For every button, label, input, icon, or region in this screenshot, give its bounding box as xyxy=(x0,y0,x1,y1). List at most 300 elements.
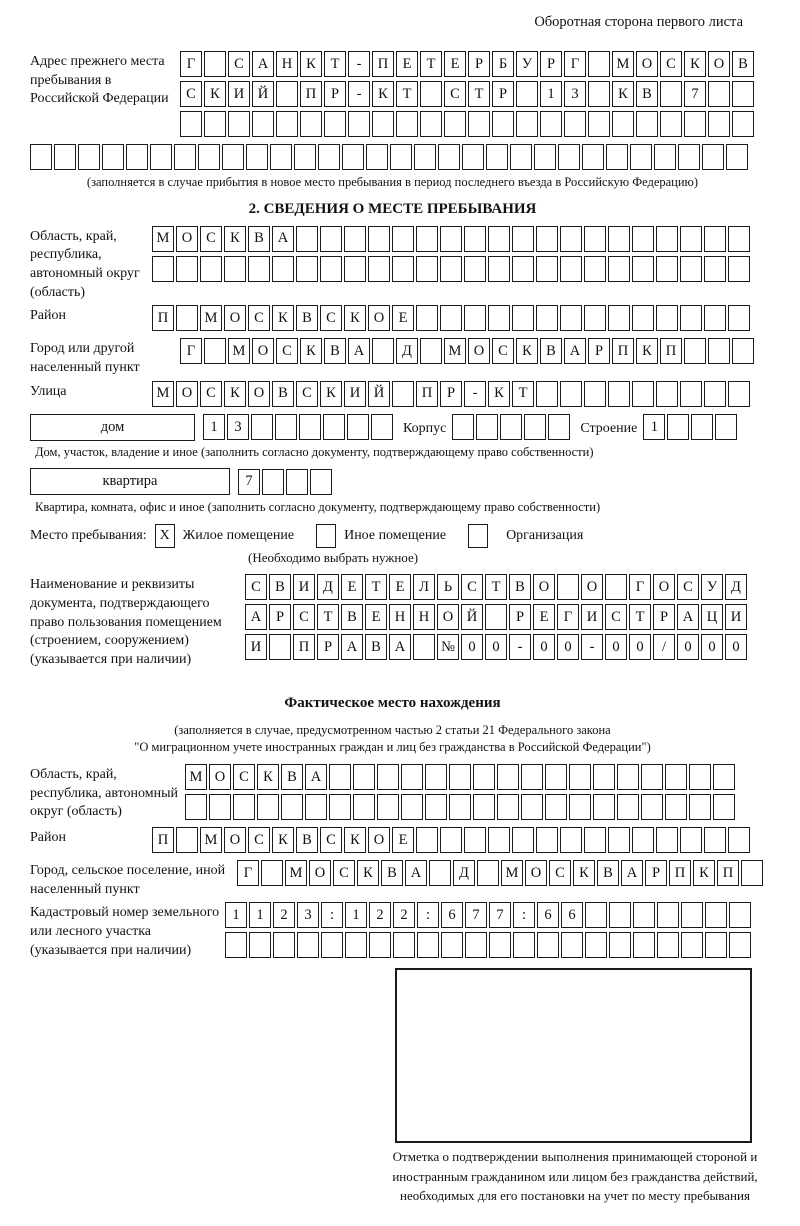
char-box[interactable] xyxy=(276,81,298,107)
char-box[interactable] xyxy=(678,144,700,170)
char-box[interactable] xyxy=(462,144,484,170)
char-box[interactable]: П xyxy=(669,860,691,886)
char-box[interactable] xyxy=(593,764,615,790)
char-box[interactable]: Р xyxy=(492,81,514,107)
char-box[interactable] xyxy=(449,764,471,790)
char-box[interactable] xyxy=(536,305,558,331)
char-box[interactable]: А xyxy=(252,51,274,77)
char-box[interactable]: К xyxy=(612,81,634,107)
char-box[interactable] xyxy=(665,764,687,790)
char-box[interactable]: С xyxy=(461,574,483,600)
char-box[interactable]: Т xyxy=(468,81,490,107)
char-box[interactable]: Т xyxy=(317,604,339,630)
char-box[interactable] xyxy=(680,226,702,252)
char-box[interactable]: П xyxy=(717,860,739,886)
char-box[interactable] xyxy=(609,902,631,928)
char-box[interactable]: И xyxy=(581,604,603,630)
char-box[interactable]: С xyxy=(333,860,355,886)
char-box[interactable]: Р xyxy=(468,51,490,77)
char-box[interactable]: 0 xyxy=(485,634,507,660)
char-box[interactable]: В xyxy=(281,764,303,790)
char-box[interactable] xyxy=(257,794,279,820)
char-box[interactable]: В xyxy=(540,338,562,364)
char-box[interactable] xyxy=(180,111,202,137)
char-box[interactable]: М xyxy=(285,860,307,886)
char-box[interactable] xyxy=(294,144,316,170)
char-box[interactable]: Н xyxy=(276,51,298,77)
char-box[interactable] xyxy=(608,381,630,407)
char-box[interactable]: Р xyxy=(645,860,667,886)
char-box[interactable] xyxy=(609,932,631,958)
char-box[interactable]: 0 xyxy=(701,634,723,660)
char-box[interactable] xyxy=(705,902,727,928)
char-box[interactable]: М xyxy=(185,764,207,790)
char-box[interactable] xyxy=(377,794,399,820)
fact-oblast-row-1[interactable] xyxy=(185,764,755,790)
char-box[interactable]: С xyxy=(233,764,255,790)
char-box[interactable] xyxy=(617,764,639,790)
kvartira-cells[interactable] xyxy=(238,469,332,495)
char-box[interactable]: Д xyxy=(453,860,475,886)
char-box[interactable] xyxy=(560,305,582,331)
char-box[interactable]: Й xyxy=(368,381,390,407)
char-box[interactable]: К xyxy=(224,226,246,252)
char-box[interactable]: С xyxy=(228,51,250,77)
char-box[interactable]: Е xyxy=(392,305,414,331)
char-box[interactable]: А xyxy=(389,634,411,660)
char-box[interactable] xyxy=(324,111,346,137)
char-box[interactable] xyxy=(371,414,393,440)
char-box[interactable]: О xyxy=(533,574,555,600)
char-box[interactable] xyxy=(708,338,730,364)
char-box[interactable]: С xyxy=(248,305,270,331)
char-box[interactable] xyxy=(348,111,370,137)
char-box[interactable]: И xyxy=(293,574,315,600)
char-box[interactable] xyxy=(353,764,375,790)
char-box[interactable] xyxy=(225,932,247,958)
char-box[interactable]: Р xyxy=(324,81,346,107)
char-box[interactable] xyxy=(691,414,713,440)
char-box[interactable]: О xyxy=(209,764,231,790)
char-box[interactable] xyxy=(233,794,255,820)
char-box[interactable] xyxy=(680,256,702,282)
char-box[interactable]: О xyxy=(468,338,490,364)
char-box[interactable]: 0 xyxy=(629,634,651,660)
char-box[interactable] xyxy=(536,256,558,282)
char-box[interactable]: К xyxy=(636,338,658,364)
char-box[interactable]: С xyxy=(677,574,699,600)
char-box[interactable]: М xyxy=(612,51,634,77)
char-box[interactable] xyxy=(726,144,748,170)
char-box[interactable] xyxy=(713,794,735,820)
checkbox-zhiloe[interactable]: X xyxy=(155,524,175,548)
char-box[interactable]: Р xyxy=(540,51,562,77)
char-box[interactable]: В xyxy=(509,574,531,600)
char-box[interactable] xyxy=(657,932,679,958)
char-box[interactable] xyxy=(273,932,295,958)
char-box[interactable] xyxy=(297,932,319,958)
char-box[interactable] xyxy=(224,256,246,282)
fact-oblast-row-2[interactable] xyxy=(185,794,755,820)
char-box[interactable] xyxy=(633,932,655,958)
char-box[interactable]: - xyxy=(581,634,603,660)
char-box[interactable]: Г xyxy=(180,51,202,77)
char-box[interactable] xyxy=(440,305,462,331)
char-box[interactable] xyxy=(488,256,510,282)
char-box[interactable]: Л xyxy=(413,574,435,600)
char-box[interactable] xyxy=(680,381,702,407)
char-box[interactable]: О xyxy=(224,827,246,853)
char-box[interactable]: Т xyxy=(396,81,418,107)
char-box[interactable]: М xyxy=(200,827,222,853)
char-box[interactable] xyxy=(728,827,750,853)
char-box[interactable] xyxy=(665,794,687,820)
fact-rayon-row[interactable] xyxy=(152,827,755,853)
char-box[interactable]: 0 xyxy=(533,634,555,660)
char-box[interactable] xyxy=(488,305,510,331)
char-box[interactable]: К xyxy=(272,827,294,853)
char-box[interactable]: М xyxy=(152,226,174,252)
char-box[interactable] xyxy=(497,764,519,790)
char-box[interactable]: С xyxy=(296,381,318,407)
char-box[interactable] xyxy=(377,764,399,790)
char-box[interactable] xyxy=(477,860,499,886)
char-box[interactable]: П xyxy=(152,305,174,331)
char-box[interactable] xyxy=(368,226,390,252)
char-box[interactable]: К xyxy=(300,338,322,364)
checkbox-inoe[interactable] xyxy=(316,524,336,548)
char-box[interactable]: К xyxy=(224,381,246,407)
char-box[interactable] xyxy=(204,51,226,77)
char-box[interactable]: Е xyxy=(389,574,411,600)
char-box[interactable]: С xyxy=(492,338,514,364)
char-box[interactable]: М xyxy=(200,305,222,331)
char-box[interactable] xyxy=(516,111,538,137)
char-box[interactable] xyxy=(684,111,706,137)
char-box[interactable] xyxy=(286,469,308,495)
char-box[interactable]: О xyxy=(368,305,390,331)
char-box[interactable] xyxy=(368,256,390,282)
char-box[interactable] xyxy=(729,902,751,928)
char-box[interactable] xyxy=(440,256,462,282)
char-box[interactable] xyxy=(524,414,546,440)
char-box[interactable] xyxy=(630,144,652,170)
char-box[interactable]: О xyxy=(581,574,603,600)
char-box[interactable] xyxy=(715,414,737,440)
char-box[interactable] xyxy=(608,827,630,853)
char-box[interactable] xyxy=(588,111,610,137)
char-box[interactable] xyxy=(342,144,364,170)
char-box[interactable]: П xyxy=(300,81,322,107)
char-box[interactable]: Р xyxy=(509,604,531,630)
char-box[interactable] xyxy=(228,111,250,137)
char-box[interactable] xyxy=(392,256,414,282)
char-box[interactable] xyxy=(633,902,655,928)
char-box[interactable] xyxy=(275,414,297,440)
char-box[interactable] xyxy=(584,305,606,331)
char-box[interactable]: С xyxy=(200,226,222,252)
char-box[interactable] xyxy=(741,860,763,886)
char-box[interactable]: Н xyxy=(389,604,411,630)
korpus-cells[interactable] xyxy=(452,414,570,440)
char-box[interactable] xyxy=(606,144,628,170)
char-box[interactable]: : xyxy=(321,902,343,928)
char-box[interactable]: Т xyxy=(512,381,534,407)
char-box[interactable]: Б xyxy=(492,51,514,77)
char-box[interactable]: Р xyxy=(440,381,462,407)
char-box[interactable] xyxy=(728,226,750,252)
char-box[interactable]: 1 xyxy=(540,81,562,107)
char-box[interactable] xyxy=(612,111,634,137)
char-box[interactable]: Р xyxy=(653,604,675,630)
char-box[interactable]: М xyxy=(444,338,466,364)
char-box[interactable] xyxy=(608,226,630,252)
dom-cells[interactable] xyxy=(203,414,393,440)
char-box[interactable]: 7 xyxy=(465,902,487,928)
char-box[interactable]: Г xyxy=(237,860,259,886)
char-box[interactable]: И xyxy=(344,381,366,407)
char-box[interactable] xyxy=(656,827,678,853)
char-box[interactable] xyxy=(420,338,442,364)
char-box[interactable]: Т xyxy=(629,604,651,630)
char-box[interactable] xyxy=(656,381,678,407)
char-box[interactable] xyxy=(444,111,466,137)
char-box[interactable]: К xyxy=(684,51,706,77)
char-box[interactable] xyxy=(492,111,514,137)
char-box[interactable] xyxy=(545,764,567,790)
char-box[interactable]: Й xyxy=(461,604,483,630)
char-box[interactable]: 7 xyxy=(238,469,260,495)
char-box[interactable]: К xyxy=(488,381,510,407)
char-box[interactable]: Й xyxy=(252,81,274,107)
char-box[interactable]: Е xyxy=(444,51,466,77)
char-box[interactable]: К xyxy=(573,860,595,886)
char-box[interactable]: Ь xyxy=(437,574,459,600)
char-box[interactable]: Р xyxy=(269,604,291,630)
char-box[interactable]: 1 xyxy=(225,902,247,928)
char-box[interactable]: 6 xyxy=(537,902,559,928)
char-box[interactable] xyxy=(632,381,654,407)
char-box[interactable]: К xyxy=(300,51,322,77)
char-box[interactable] xyxy=(366,144,388,170)
char-box[interactable]: Д xyxy=(317,574,339,600)
char-box[interactable] xyxy=(512,256,534,282)
char-box[interactable]: В xyxy=(296,305,318,331)
char-box[interactable] xyxy=(729,932,751,958)
char-box[interactable] xyxy=(310,469,332,495)
char-box[interactable]: 7 xyxy=(684,81,706,107)
char-box[interactable]: А xyxy=(621,860,643,886)
char-box[interactable] xyxy=(632,226,654,252)
char-box[interactable] xyxy=(704,256,726,282)
char-box[interactable] xyxy=(732,111,754,137)
char-box[interactable] xyxy=(209,794,231,820)
char-box[interactable] xyxy=(584,827,606,853)
char-box[interactable] xyxy=(569,794,591,820)
char-box[interactable] xyxy=(680,827,702,853)
char-box[interactable] xyxy=(537,932,559,958)
char-box[interactable]: П xyxy=(152,827,174,853)
char-box[interactable] xyxy=(78,144,100,170)
char-box[interactable]: М xyxy=(152,381,174,407)
char-box[interactable]: Г xyxy=(557,604,579,630)
char-box[interactable]: 6 xyxy=(441,902,463,928)
char-box[interactable] xyxy=(468,111,490,137)
char-box[interactable]: - xyxy=(348,81,370,107)
checkbox-organizatsiya[interactable] xyxy=(468,524,488,548)
char-box[interactable] xyxy=(152,256,174,282)
char-box[interactable] xyxy=(540,111,562,137)
char-box[interactable]: Ц xyxy=(701,604,723,630)
char-box[interactable] xyxy=(440,827,462,853)
char-box[interactable] xyxy=(728,305,750,331)
char-box[interactable] xyxy=(564,111,586,137)
char-box[interactable]: У xyxy=(516,51,538,77)
char-box[interactable]: С xyxy=(660,51,682,77)
char-box[interactable]: 2 xyxy=(273,902,295,928)
char-box[interactable] xyxy=(126,144,148,170)
char-box[interactable] xyxy=(560,256,582,282)
char-box[interactable] xyxy=(438,144,460,170)
char-box[interactable] xyxy=(657,902,679,928)
char-box[interactable]: Е xyxy=(392,827,414,853)
char-box[interactable]: С xyxy=(200,381,222,407)
char-box[interactable] xyxy=(473,764,495,790)
char-box[interactable] xyxy=(320,256,342,282)
char-box[interactable]: Е xyxy=(396,51,418,77)
char-box[interactable]: К xyxy=(344,305,366,331)
char-box[interactable]: О xyxy=(309,860,331,886)
char-box[interactable]: 1 xyxy=(643,414,665,440)
char-box[interactable] xyxy=(558,144,580,170)
char-box[interactable] xyxy=(276,111,298,137)
char-box[interactable] xyxy=(300,111,322,137)
char-box[interactable] xyxy=(513,932,535,958)
char-box[interactable] xyxy=(512,226,534,252)
char-box[interactable] xyxy=(582,144,604,170)
char-box[interactable]: С xyxy=(276,338,298,364)
char-box[interactable] xyxy=(369,932,391,958)
char-box[interactable] xyxy=(150,144,172,170)
char-box[interactable] xyxy=(401,764,423,790)
char-box[interactable] xyxy=(588,51,610,77)
char-box[interactable] xyxy=(465,932,487,958)
char-box[interactable]: Т xyxy=(324,51,346,77)
char-box[interactable]: 3 xyxy=(564,81,586,107)
char-box[interactable] xyxy=(593,794,615,820)
char-box[interactable] xyxy=(704,305,726,331)
char-box[interactable] xyxy=(102,144,124,170)
char-box[interactable] xyxy=(632,256,654,282)
char-box[interactable] xyxy=(536,381,558,407)
char-box[interactable] xyxy=(485,604,507,630)
char-box[interactable]: Т xyxy=(485,574,507,600)
char-box[interactable] xyxy=(174,144,196,170)
char-box[interactable]: К xyxy=(272,305,294,331)
char-box[interactable] xyxy=(449,794,471,820)
char-box[interactable]: / xyxy=(653,634,675,660)
char-box[interactable] xyxy=(176,827,198,853)
char-box[interactable]: В xyxy=(272,381,294,407)
char-box[interactable]: А xyxy=(341,634,363,660)
char-box[interactable]: В xyxy=(381,860,403,886)
char-box[interactable] xyxy=(557,574,579,600)
char-box[interactable] xyxy=(281,794,303,820)
char-box[interactable]: П xyxy=(372,51,394,77)
char-box[interactable] xyxy=(390,144,412,170)
char-box[interactable]: К xyxy=(357,860,379,886)
char-box[interactable]: А xyxy=(348,338,370,364)
prev-address-row-1[interactable] xyxy=(180,51,755,77)
char-box[interactable] xyxy=(660,81,682,107)
char-box[interactable] xyxy=(261,860,283,886)
char-box[interactable] xyxy=(249,932,271,958)
char-box[interactable] xyxy=(396,111,418,137)
char-box[interactable] xyxy=(30,144,52,170)
char-box[interactable] xyxy=(372,111,394,137)
char-box[interactable]: 0 xyxy=(677,634,699,660)
char-box[interactable] xyxy=(204,111,226,137)
char-box[interactable]: С xyxy=(320,827,342,853)
char-box[interactable] xyxy=(728,381,750,407)
char-box[interactable]: Г xyxy=(564,51,586,77)
char-box[interactable] xyxy=(585,902,607,928)
char-box[interactable] xyxy=(299,414,321,440)
char-box[interactable] xyxy=(704,827,726,853)
char-box[interactable]: Р xyxy=(317,634,339,660)
char-box[interactable] xyxy=(321,932,343,958)
char-box[interactable] xyxy=(353,794,375,820)
char-box[interactable] xyxy=(176,256,198,282)
char-box[interactable]: И xyxy=(725,604,747,630)
char-box[interactable]: К xyxy=(204,81,226,107)
char-box[interactable]: Р xyxy=(588,338,610,364)
char-box[interactable]: Г xyxy=(180,338,202,364)
char-box[interactable]: О xyxy=(248,381,270,407)
char-box[interactable] xyxy=(441,932,463,958)
char-box[interactable] xyxy=(569,764,591,790)
char-box[interactable]: О xyxy=(437,604,459,630)
char-box[interactable] xyxy=(416,256,438,282)
char-box[interactable] xyxy=(305,794,327,820)
char-box[interactable] xyxy=(296,256,318,282)
char-box[interactable] xyxy=(588,81,610,107)
char-box[interactable] xyxy=(708,111,730,137)
char-box[interactable]: В xyxy=(269,574,291,600)
char-box[interactable] xyxy=(656,256,678,282)
char-box[interactable] xyxy=(323,414,345,440)
char-box[interactable]: А xyxy=(405,860,427,886)
char-box[interactable] xyxy=(246,144,268,170)
char-box[interactable]: Е xyxy=(533,604,555,630)
char-box[interactable] xyxy=(732,81,754,107)
char-box[interactable] xyxy=(560,226,582,252)
char-box[interactable]: К xyxy=(344,827,366,853)
char-box[interactable] xyxy=(392,226,414,252)
char-box[interactable]: К xyxy=(257,764,279,790)
char-box[interactable] xyxy=(641,794,663,820)
char-box[interactable]: 3 xyxy=(227,414,249,440)
char-box[interactable] xyxy=(689,764,711,790)
char-box[interactable] xyxy=(656,226,678,252)
ulitsa-row[interactable] xyxy=(152,381,755,407)
char-box[interactable] xyxy=(641,764,663,790)
char-box[interactable] xyxy=(262,469,284,495)
char-box[interactable] xyxy=(617,794,639,820)
char-box[interactable]: О xyxy=(176,381,198,407)
char-box[interactable] xyxy=(704,226,726,252)
char-box[interactable]: 0 xyxy=(725,634,747,660)
